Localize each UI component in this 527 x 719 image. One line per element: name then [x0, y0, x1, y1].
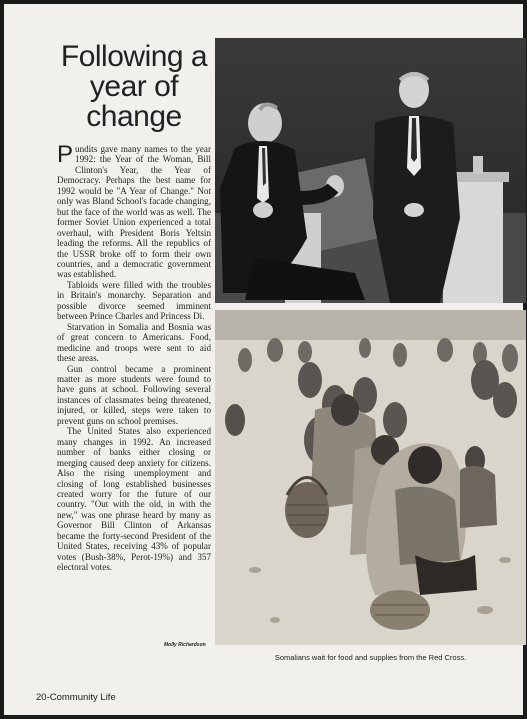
headline-line-3: change [86, 100, 182, 133]
byline: Molly Richardson [164, 642, 206, 648]
headline-line-1: Following a [60, 40, 208, 73]
page-folio: 20-Community Life [36, 692, 116, 703]
article-paragraph-5: The United States also experienced many changes in 1992. An increased number of banks either closing or merging caused deep anxiety for citizens. Also the rising unemployment and closing of long established businesses created worry for the future of our country. "Out with the old, in with the new," was one phrase heard by many as Governor Bill Clinton of Arkansas became the forty-second President of the United States, receiving 43% of popular votes (Bush-38%, Perot-19%) and 357 electoral votes. [57, 426, 211, 573]
article-body [57, 141, 211, 573]
article-paragraph-2: Tabloids were filled with the troubles in Britain's monarchy. Separation and possible divorce seemed imminent between Prince Charles and Princess Di. [57, 279, 211, 322]
article-paragraph-4: Gun control became a prominent matter as more students were found to have guns at school. Following several instances of classmates being threatened, injured, or killed, steps were taken to prevent guns on school premises. [57, 363, 211, 426]
headline [56, 42, 212, 132]
drop-cap: P [57, 141, 74, 168]
photo-caption: Somalians wait for food and supplies from the Red Cross. [274, 653, 467, 662]
somalia-photo [215, 310, 526, 645]
headline-line-2: year of [89, 70, 179, 103]
yearbook-page [4, 4, 523, 715]
article-paragraph-3: Starvation in Somalia and Bosnia was of great concern to Americans. Food, medicine and troops were sent to aid these areas. [57, 321, 211, 364]
article-paragraph-1-text: undits gave many names to the year 1992: the Year of the Woman, Bill Clinton's Year, the Year of Democracy. Perhaps the best name for 1992 would be "A Year of Change." Not only was Bland School's facade changing, but the face of the world was as well. The former Soviet Union experienced a total overhaul, with President Boris Yeltsin leading the reforms. All the republics of the USSR broke off to form their own countries, and a democratic government was established. [57, 144, 211, 280]
article-paragraph-1 [57, 141, 211, 280]
debate-photo [215, 38, 526, 303]
